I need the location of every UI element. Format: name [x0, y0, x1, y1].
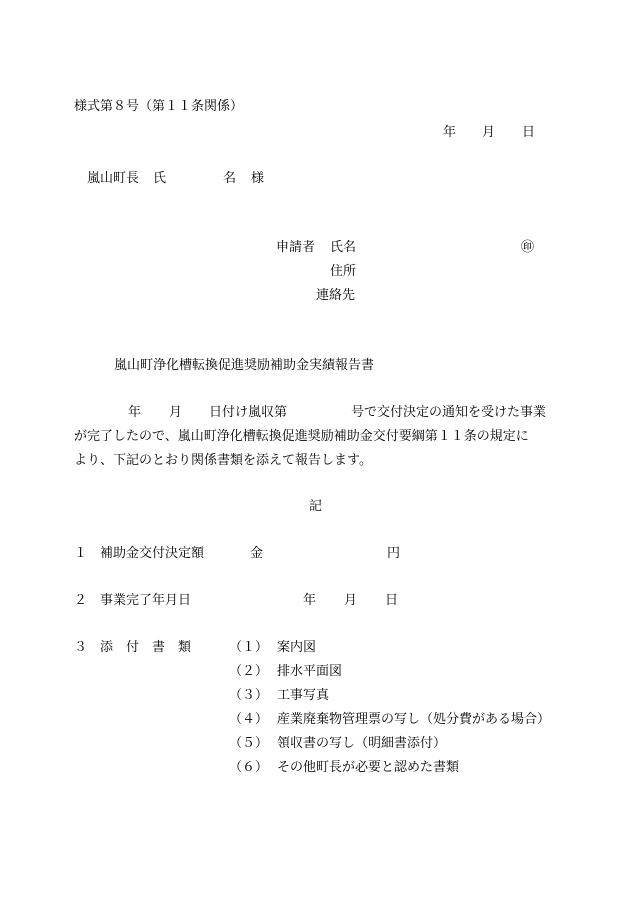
- item-1-yen: 円: [387, 546, 401, 561]
- item-1-number: １: [74, 546, 88, 561]
- date-month: 月: [482, 125, 496, 140]
- item-2-label: 事業完了年月日: [100, 593, 192, 608]
- attachment-3-text: 工事写真: [277, 688, 330, 703]
- applicant-address-label: 住所: [330, 264, 357, 279]
- attachment-6-num: （６）: [229, 760, 269, 775]
- attachment-2-text: 排水平面図: [277, 664, 343, 679]
- item-2-number: ２: [74, 593, 88, 608]
- addressee-shi: 氏: [153, 171, 167, 186]
- seal-mark: ㊞: [521, 240, 535, 255]
- date-year: 年: [443, 125, 457, 140]
- form-number: 様式第８号（第１１条関係）: [74, 99, 244, 114]
- body-line2: が完了したので、嵐山町浄化槽転換促進奨励補助金交付要綱第１１条の規定に: [74, 429, 529, 444]
- document-title: 嵐山町浄化槽転換促進奨励補助金実績報告書: [114, 358, 375, 373]
- item-2-day: 日: [385, 593, 399, 608]
- date-day: 日: [522, 125, 536, 140]
- attachment-4-num: （４）: [229, 712, 269, 727]
- item-2-month: 月: [344, 593, 358, 608]
- item-1-label: 補助金交付決定額: [100, 546, 205, 561]
- body-month: 月: [169, 405, 183, 420]
- attachment-6-text: その他町長が必要と認めた書類: [277, 760, 460, 775]
- body-line3: より、下記のとおり関係書類を添えて報告します。: [74, 453, 372, 468]
- applicant-label: 申請者: [276, 240, 316, 255]
- addressee-sama: 様: [251, 171, 265, 186]
- item-3-label: 添 付 書 類: [100, 640, 192, 655]
- item-3-number: ３: [74, 640, 88, 655]
- attachment-5-num: （５）: [229, 736, 269, 751]
- body-line1-rest: 号で交付決定の通知を受けた事業: [351, 405, 547, 420]
- attachment-3-num: （３）: [229, 688, 269, 703]
- attachment-4-text: 産業廃棄物管理票の写し（処分費がある場合）: [277, 712, 551, 727]
- attachment-1-num: （１）: [229, 640, 269, 655]
- body-day-ref: 日付け嵐収第: [209, 405, 288, 420]
- addressee-title: 嵐山町長: [87, 171, 140, 186]
- attachment-2-num: （２）: [229, 664, 269, 679]
- item-2-year: 年: [303, 593, 317, 608]
- applicant-contact-label: 連絡先: [316, 288, 356, 303]
- ki-heading: 記: [309, 499, 323, 514]
- addressee-mei: 名: [223, 171, 237, 186]
- attachment-1-text: 案内図: [277, 640, 317, 655]
- applicant-name-label: 氏名: [330, 240, 357, 255]
- item-1-kin: 金: [250, 546, 264, 561]
- attachment-5-text: 領収書の写し（明細書添付）: [277, 736, 447, 751]
- body-year: 年: [128, 405, 142, 420]
